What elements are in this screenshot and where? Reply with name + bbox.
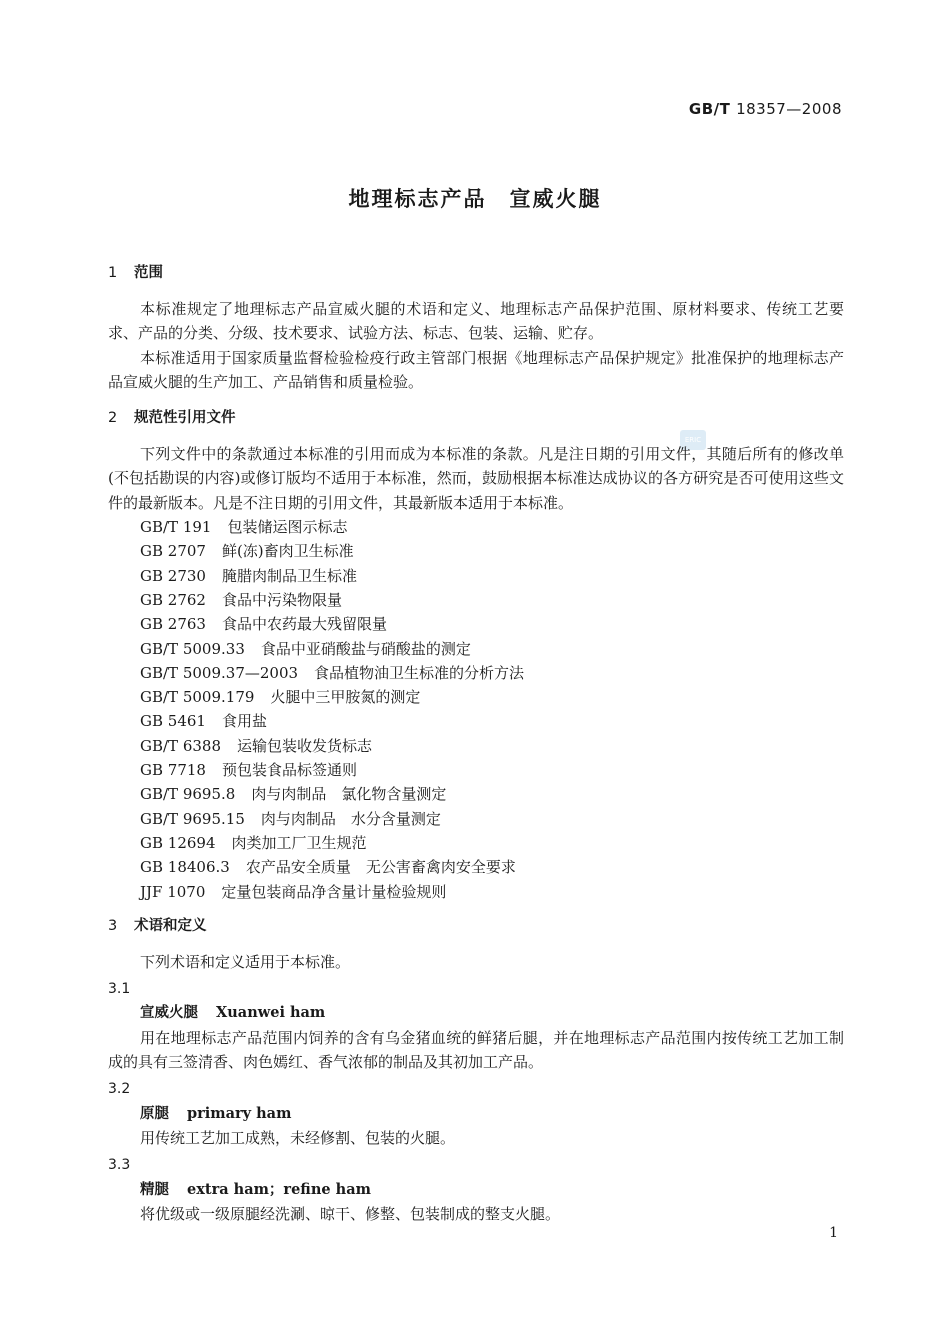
paragraph: 下列术语和定义适用于本标准。 — [140, 952, 351, 971]
reference-title: 食品植物油卫生标准的分析方法 — [314, 663, 525, 682]
reference-title: 鲜(冻)畜肉卫生标准 — [221, 542, 354, 561]
term-name-en: Xuanwei ham — [216, 1004, 326, 1022]
term-definition: 用在地理标志产品范围内饲养的含有乌金猪血统的鲜猪后腿，并在地理标志产品范围内按传统工艺加工制成的具有三签清香、肉色嫣红、香气浓郁的制品及其初加工产品。 — [108, 1028, 844, 1072]
reference-item — [108, 515, 844, 539]
term-name — [108, 1178, 844, 1202]
reference-item — [108, 588, 844, 612]
section-number: 3 — [108, 917, 118, 934]
page-number: 1 — [829, 1225, 838, 1241]
term-name — [108, 1102, 844, 1126]
section-title: 规范性引用文件 — [134, 410, 236, 427]
term-name-en: extra ham；refine ham — [187, 1180, 371, 1198]
section-number: 2 — [108, 410, 118, 427]
reference-item — [108, 564, 844, 588]
reference-title: 火腿中三甲胺氮的测定 — [270, 688, 421, 707]
reference-code: GB/T 5009.37—2003 — [140, 663, 299, 682]
reference-title: 食品中亚硝酸盐与硝酸盐的测定 — [260, 639, 471, 658]
section-number: 1 — [108, 265, 118, 281]
reference-title: 肉与肉制品 氯化物含量测定 — [251, 785, 447, 804]
reference-item — [108, 539, 844, 563]
term-name-cn: 原腿 — [140, 1105, 169, 1122]
reference-item — [108, 661, 844, 685]
term-number: 3.3 — [108, 1157, 131, 1174]
reference-code: JJF 1070 — [140, 882, 206, 901]
term-entry — [108, 977, 844, 1074]
section-2-heading — [108, 406, 844, 430]
reference-title: 运输包装收发货标志 — [237, 736, 373, 755]
term-definition: 用传统工艺加工成熟，未经修割、包装的火腿。 — [140, 1128, 456, 1147]
reference-code: GB 2762 — [140, 590, 206, 609]
reference-code: GB 7718 — [140, 761, 206, 780]
reference-code: GB/T 9695.8 — [140, 785, 236, 804]
reference-code: GB 2730 — [140, 566, 206, 585]
reference-item — [108, 880, 844, 904]
reference-title: 定量包装商品净含量计量检验规则 — [221, 882, 447, 901]
section-title: 术语和定义 — [134, 917, 207, 934]
term-definition: 将优级或一级原腿经洗涮、晾干、修整、包装制成的整支火腿。 — [140, 1204, 561, 1223]
reference-item — [108, 831, 844, 855]
paragraph: 下列文件中的条款通过本标准的引用而成为本标准的条款。凡是注日期的引用文件，其随后所有的修改单(不包括勘误的内容)或修订版均不适用于本标准，然而，鼓励根据本标准达成协议的各方研究是否可使用这些文件的最新版本。凡是不注日期的引用文件，其最新版本适用于本标准。 — [108, 445, 844, 512]
reference-title: 包装储运图示标志 — [227, 518, 348, 537]
term-number: 3.2 — [108, 1081, 131, 1098]
reference-code: GB 18406.3 — [140, 858, 230, 877]
section-title: 范围 — [134, 265, 163, 281]
reference-title: 食品中农药最大残留限量 — [221, 615, 387, 634]
paragraph: 本标准规定了地理标志产品宣威火腿的术语和定义、地理标志产品保护范围、原材料要求、传统工艺要求、产品的分类、分级、技术要求、试验方法、标志、包装、运输、贮存。 — [108, 300, 844, 343]
reference-item — [108, 855, 844, 879]
term-name-cn: 宣威火腿 — [140, 1005, 198, 1022]
paragraph: 本标准适用于国家质量监督检验检疫行政主管部门根据《地理标志产品保护规定》批准保护的地理标志产品宣威火腿的生产加工、产品销售和质量检验。 — [108, 348, 844, 391]
reference-code: GB 2763 — [140, 615, 206, 634]
term-entry — [108, 1077, 844, 1150]
watermark-logo: ERIC — [680, 430, 706, 450]
reference-item — [108, 709, 844, 733]
term-name-cn: 精腿 — [140, 1181, 169, 1198]
section-1-heading — [108, 261, 844, 285]
standard-code-number: 18357—2008 — [736, 100, 842, 118]
reference-item — [108, 782, 844, 806]
document-body — [108, 258, 844, 1226]
term-number: 3.1 — [108, 981, 131, 998]
reference-item — [108, 807, 844, 831]
reference-title: 食用盐 — [221, 712, 267, 731]
section-3-heading — [108, 914, 844, 938]
reference-code: GB/T 6388 — [140, 736, 222, 755]
reference-code: GB/T 191 — [140, 518, 212, 537]
reference-code: GB/T 9695.15 — [140, 809, 245, 828]
reference-code: GB 12694 — [140, 833, 216, 852]
standard-code — [689, 100, 842, 118]
reference-code: GB/T 5009.33 — [140, 639, 245, 658]
term-entry — [108, 1153, 844, 1226]
reference-item — [108, 734, 844, 758]
term-name — [108, 1001, 844, 1025]
term-name-en: primary ham — [187, 1104, 292, 1122]
reference-item — [108, 758, 844, 782]
reference-code: GB 2707 — [140, 542, 206, 561]
reference-title: 食品中污染物限量 — [221, 590, 342, 609]
reference-title: 肉类加工厂卫生规范 — [231, 833, 367, 852]
reference-item — [108, 637, 844, 661]
reference-title: 农产品安全质量 无公害畜禽肉安全要求 — [245, 858, 516, 877]
reference-list — [108, 515, 844, 904]
reference-item — [108, 685, 844, 709]
reference-title: 腌腊肉制品卫生标准 — [221, 566, 357, 585]
reference-code: GB/T 5009.179 — [140, 688, 255, 707]
reference-title: 预包装食品标签通则 — [221, 761, 357, 780]
document-title: 地理标志产品 宣威火腿 — [348, 187, 602, 211]
reference-title: 肉与肉制品 水分含量测定 — [260, 809, 441, 828]
standard-code-prefix: GB/T — [688, 100, 731, 118]
reference-code: GB 5461 — [140, 712, 206, 731]
reference-item — [108, 612, 844, 636]
